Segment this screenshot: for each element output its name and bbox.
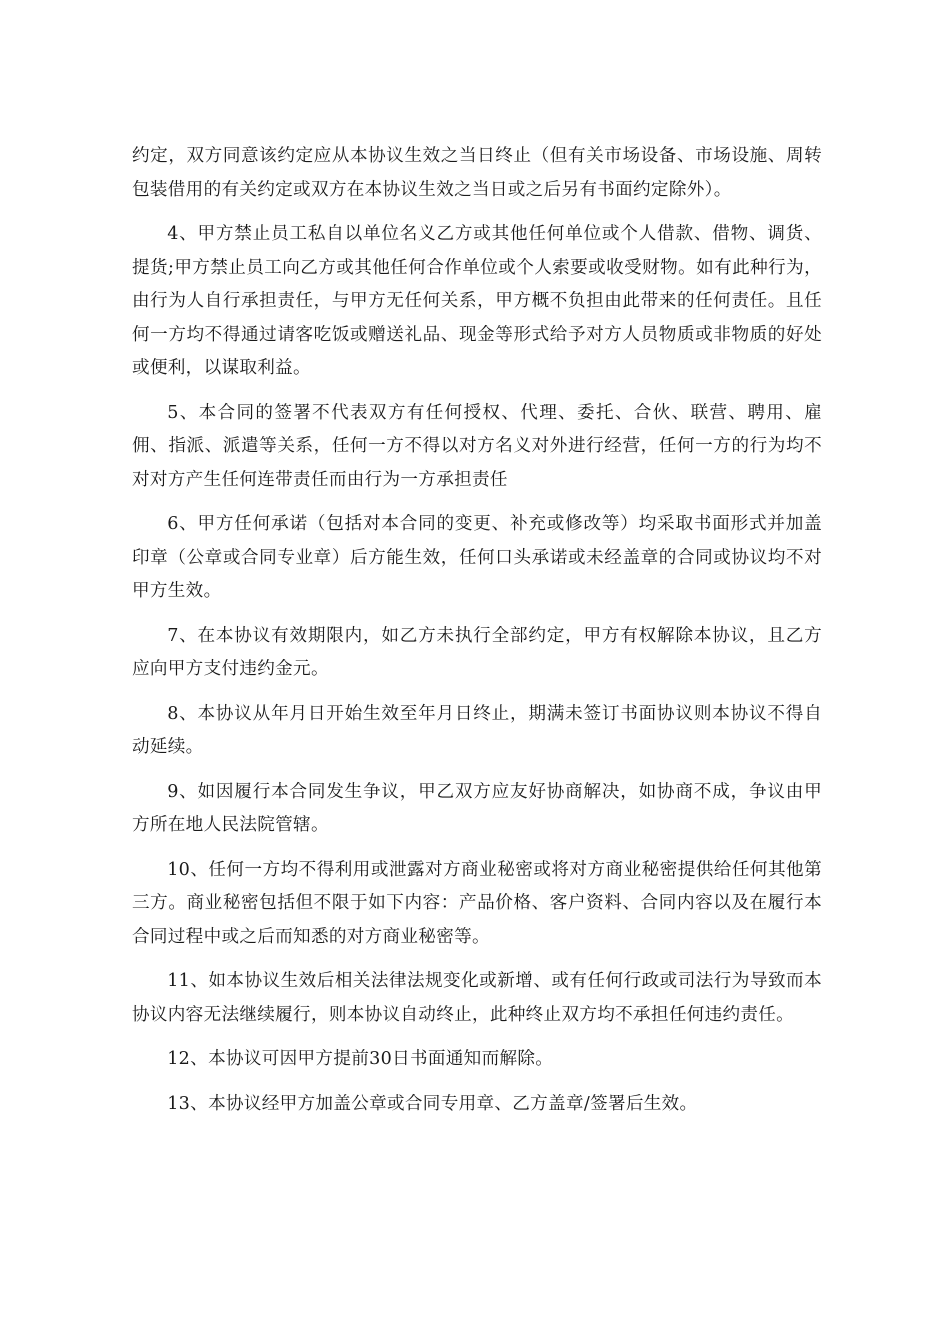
clause-4: 4、甲方禁止员工私自以单位名义乙方或其他任何单位或个人借款、借物、调货、提货;甲方禁止员工向乙方或其他任何合作单位或个人索要或收受财物。如有此种行为，由行为人自行承担责任，与甲方无任何关系，甲方概不负担由此带来的任何责任。且任何一方均不得通过请客吃饭或赠送礼品、现金等形式给予对方人员物质或非物质的好处或便利，以谋取利益。 xyxy=(132,224,822,378)
clause-13: 13、本协议经甲方加盖公章或合同专用章、乙方盖章/签署后生效。 xyxy=(167,1093,698,1114)
clause-8: 8、本协议从年月日开始生效至年月日终止，期满未签订书面协议则本协议不得自动延续。 xyxy=(132,703,822,757)
clause-6: 6、甲方任何承诺（包括对本合同的变更、补充或修改等）均采取书面形式并加盖印章（公章或合同专业章）后方能生效，任何口头承诺或未经盖章的合同或协议均不对甲方生效。 xyxy=(132,514,822,601)
paragraph-continuation: 约定，双方同意该约定应从本协议生效之当日终止（但有关市场设备、市场设施、周转包装借用的有关约定或双方在本协议生效之当日或之后另有书面约定除外）。 xyxy=(132,146,822,200)
clause-9: 9、如因履行本合同发生争议，甲乙双方应友好协商解决，如协商不成，争议由甲方所在地人民法院管辖。 xyxy=(132,781,822,835)
clause-11: 11、如本协议生效后相关法律法规变化或新增、或有任何行政或司法行为导致而本协议内容无法继续履行，则本协议自动终止，此种终止双方均不承担任何违约责任。 xyxy=(132,971,822,1025)
clause-7: 7、在本协议有效期限内，如乙方未执行全部约定，甲方有权解除本协议，且乙方应向甲方支付违约金元。 xyxy=(132,625,822,679)
document-page xyxy=(132,140,822,1132)
clause-10: 10、任何一方均不得利用或泄露对方商业秘密或将对方商业秘密提供给任何其他第三方。商业秘密包括但不限于如下内容：产品价格、客户资料、合同内容以及在履行本合同过程中或之后而知悉的对方商业秘密等。 xyxy=(132,859,822,947)
clause-5: 5、本合同的签署不代表双方有任何授权、代理、委托、合伙、联营、聘用、雇佣、指派、派遣等关系，任何一方不得以对方名义对外进行经营，任何一方的行为均不对对方产生任何连带责任而由行为一方承担责任 xyxy=(132,402,822,490)
clause-12: 12、本协议可因甲方提前30日书面通知而解除。 xyxy=(167,1049,554,1069)
